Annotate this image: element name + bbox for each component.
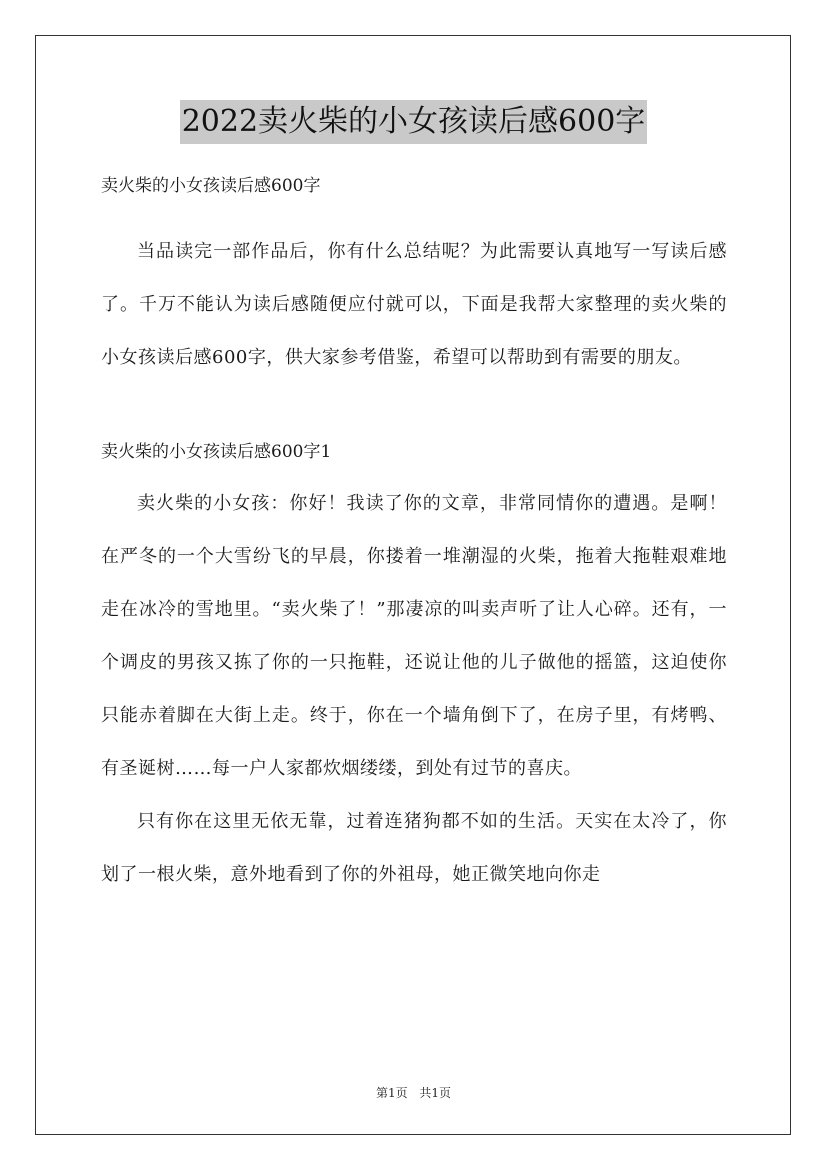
document-body [101,173,727,901]
section-paragraph-2: 只有你在这里无依无靠，过着连猪狗都不如的生活。天实在太冷了，你划了一根火柴，意外地看到了你的外祖母，她正微笑地向你走 [101,811,727,885]
section-paragraph-1: 卖火柴的小女孩：你好！我读了你的文章，非常同情你的遭遇。是啊！在严冬的一个大雪纷飞的早晨，你搂着一堆潮湿的火柴，拖着大拖鞋艰难地走在冰冷的雪地里。“卖火柴了！”那凄凉的叫卖声听了让人心碎。还有，一个调皮的男孩又拣了你的一只拖鞋，还说让他的儿子做他的摇篮，这迫使你只能赤着脚在大街上走。终于，你在一个墙角倒下了，在房子里，有烤鸭、有圣诞树……每一户人家都炊烟缕缕，到处有过节的喜庆。 [101,493,727,779]
page-footer [0,1085,827,1101]
intro-paragraph: 当品读完一部作品后，你有什么总结呢？为此需要认真地写一写读后感了。千万不能认为读后感随便应付就可以，下面是我帮大家整理的卖火柴的小女孩读后感600字，供大家参考借鉴，希望可以帮助到有需要的朋友。 [101,241,727,368]
title-container [0,100,827,144]
section-heading: 卖火柴的小女孩读后感600字1 [101,442,332,462]
document-title: 2022卖火柴的小女孩读后感600字 [180,100,648,144]
page-number: 第1页 [375,1086,408,1100]
intro-heading: 卖火柴的小女孩读后感600字 [101,176,321,196]
section-gap [101,384,727,439]
page-total: 共1页 [419,1086,452,1100]
